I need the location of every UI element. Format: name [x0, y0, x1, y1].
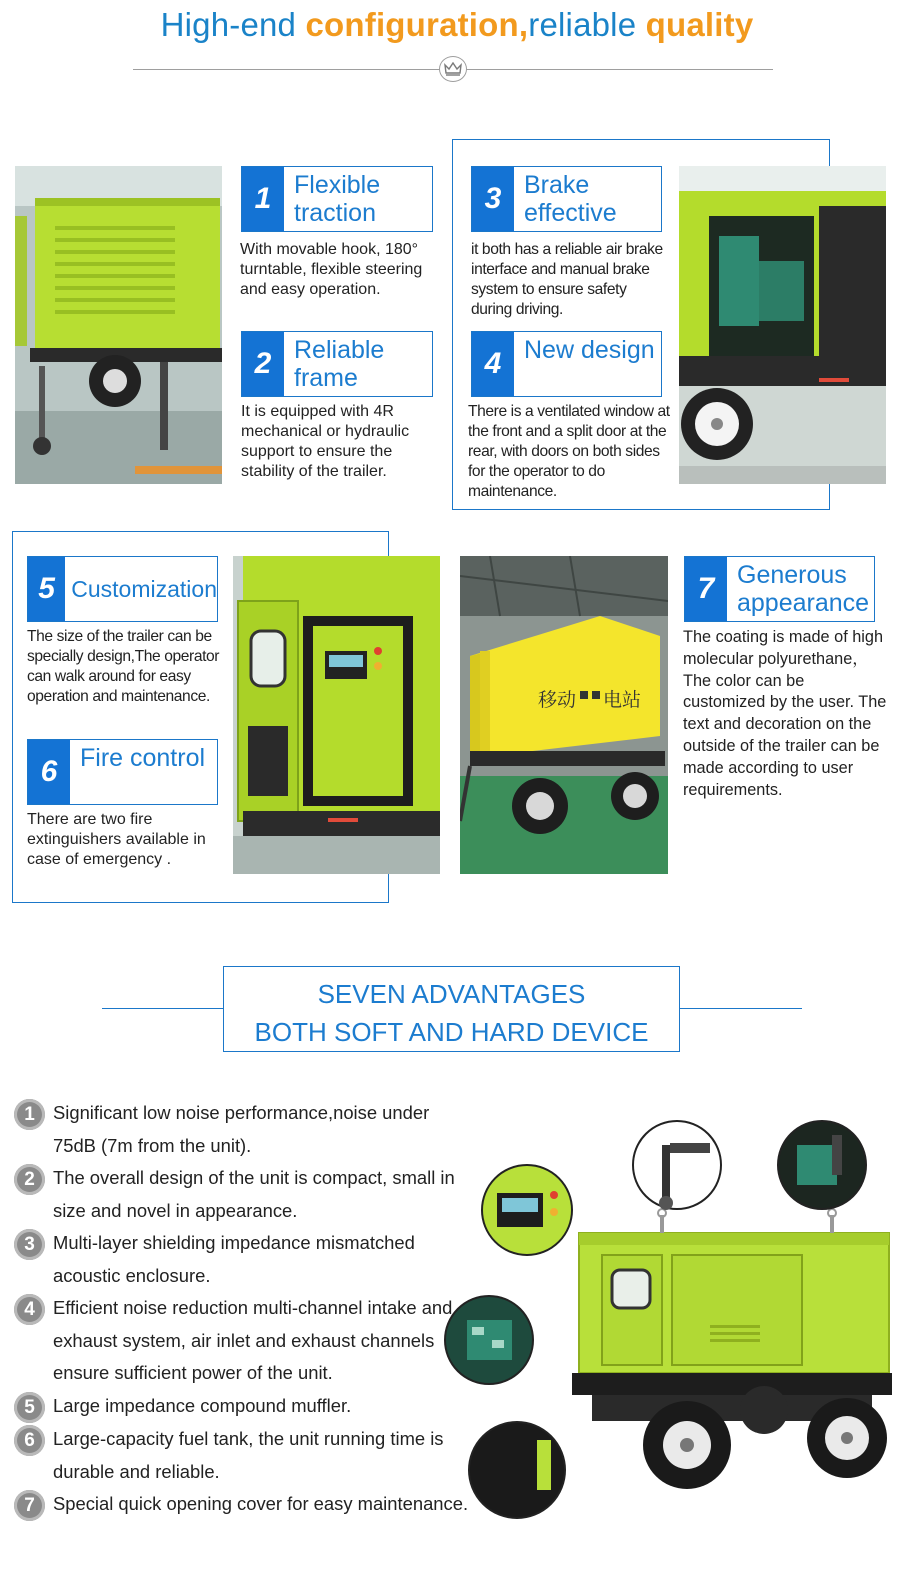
- feature-number: 1: [242, 167, 284, 231]
- generator-product-illustration: [442, 1115, 904, 1530]
- advantage-number-badge: 7: [14, 1490, 45, 1521]
- feature-title: Customization: [71, 576, 217, 602]
- advantages-banner: [223, 966, 680, 1052]
- trailer-front-photo: [15, 166, 222, 484]
- advantage-text: Special quick opening cover for easy maintenance.: [53, 1493, 469, 1514]
- title-part-4: quality: [645, 6, 754, 43]
- control-panel-door-photo: [233, 556, 440, 874]
- crown-icon: [439, 56, 467, 82]
- advantage-text: Large impedance compound muffler.: [53, 1395, 352, 1416]
- advantage-text: The overall design of the unit is compact, small in size and novel in appearance.: [53, 1167, 455, 1221]
- advantage-number-badge: 3: [14, 1229, 45, 1260]
- mobile-station-text-2: 电站: [603, 689, 642, 711]
- page-title: [0, 6, 914, 44]
- feature-box-brake-effective: [471, 166, 662, 232]
- feature-number: 3: [472, 167, 514, 231]
- advantage-number-badge: 2: [14, 1164, 45, 1195]
- feature-box-new-design: [471, 331, 662, 397]
- advantage-number-badge: 4: [14, 1294, 45, 1325]
- feature-box-generous-appearance: [684, 556, 875, 622]
- title-part-3: reliable: [528, 6, 646, 43]
- feature-title: Reliable frame: [294, 336, 385, 392]
- advantage-number-badge: 1: [14, 1099, 45, 1130]
- title-part-1: High-end: [160, 6, 306, 43]
- feature-title: New design: [524, 336, 655, 364]
- feature-box-customization: [27, 556, 218, 622]
- feature-box-reliable-frame: [241, 331, 433, 397]
- generator-open-door-photo: [679, 166, 886, 484]
- feature-box-flexible-traction: [241, 166, 433, 232]
- advantage-text: Multi-layer shielding impedance mismatched acoustic enclosure.: [53, 1232, 415, 1286]
- advantage-text: Large-capacity fuel tank, the unit running time is durable and reliable.: [53, 1428, 444, 1482]
- feature-number: 7: [685, 557, 727, 621]
- feature-description: The coating is made of high molecular polyurethane，The color can be customized by the user. The text and decoration on the outside of the trailer can be made according to user requirements.: [683, 628, 887, 799]
- advantage-text: Significant low noise performance,noise under 75dB (7m from the unit).: [53, 1102, 430, 1156]
- feature-title: Brake effective: [524, 171, 617, 227]
- yellow-trailer-photo: [460, 556, 668, 874]
- advantage-number-badge: 5: [14, 1392, 45, 1423]
- feature-description: There is a ventilated window at the front and a split door at the rear, with doors on both sides for the operator to do maintenance.: [468, 403, 670, 500]
- feature-title: Generous appearance: [737, 561, 870, 617]
- banner-line-1: SEVEN ADVANTAGES: [317, 979, 586, 1009]
- feature-box-fire-control: [27, 739, 218, 805]
- feature-title: Flexible traction: [294, 171, 381, 227]
- banner-line-2: BOTH SOFT AND HARD DEVICE: [254, 1017, 649, 1047]
- advantage-number-badge: 6: [14, 1425, 45, 1456]
- feature-description: With movable hook, 180° turntable, flexible steering and easy operation.: [240, 241, 423, 298]
- feature-number: 6: [28, 740, 70, 804]
- feature-number: 2: [242, 332, 284, 396]
- feature-description: There are two fire extinguishers available in case of emergency .: [27, 811, 206, 868]
- feature-description: It is equipped with 4R mechanical or hydraulic support to ensure the stability of the trailer.: [241, 403, 410, 480]
- feature-number: 4: [472, 332, 514, 396]
- title-part-2: configuration,: [305, 6, 529, 43]
- feature-description: The size of the trailer can be specially design,The operator can walk around for easy operation and maintenance.: [27, 628, 220, 705]
- feature-number: 5: [28, 557, 65, 621]
- advantage-text: Efficient noise reduction multi-channel intake and exhaust system, air inlet and exhaust channels ensure sufficient power of the unit.: [53, 1297, 453, 1384]
- feature-title: Fire control: [80, 744, 206, 772]
- feature-description: it both has a reliable air brake interface and manual brake system to ensure safety during driving.: [471, 241, 663, 318]
- mobile-station-text-1: 移动: [538, 689, 577, 711]
